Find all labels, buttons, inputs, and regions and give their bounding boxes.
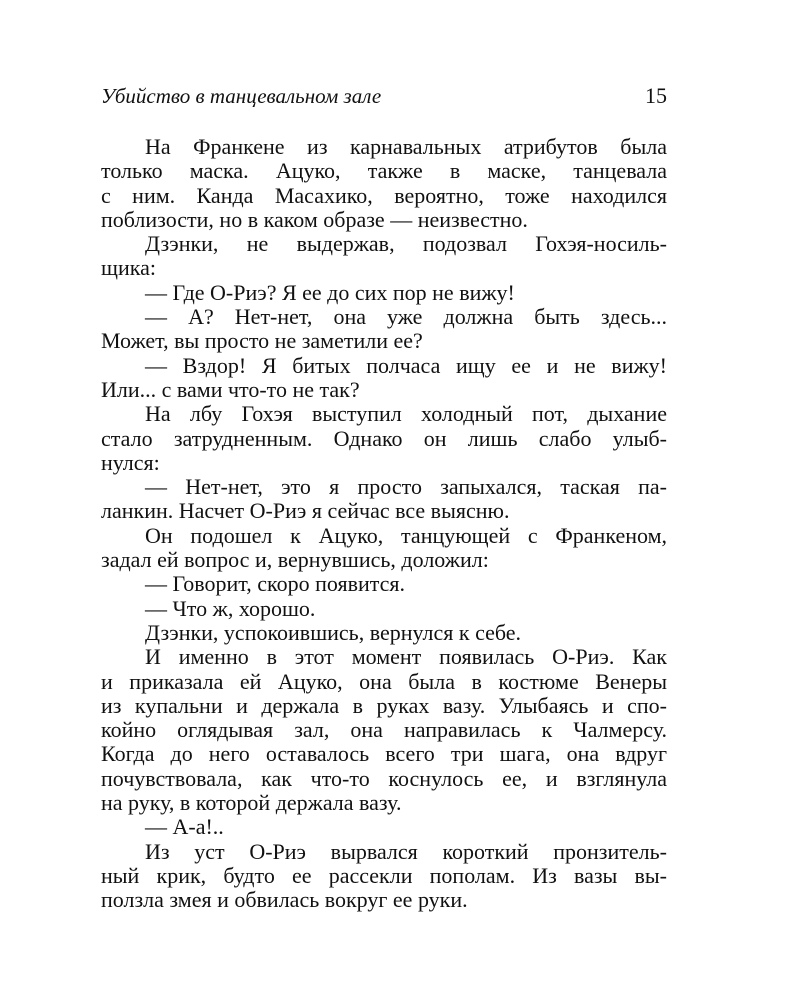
- text-line: и приказала ей Ацуко, она была в костюме Венеры: [101, 668, 667, 694]
- text-line: только маска. Ацуко, также в маске, танцевала: [101, 158, 667, 184]
- text-line: задал ей вопрос и, вернувшись, доложил:: [101, 547, 489, 573]
- text-line: на руку, в которой держала вазу.: [101, 790, 402, 816]
- text-line: Когда до него оставалось всего три шага, она вдруг: [101, 741, 667, 767]
- text-line: Или... с вами что-то не так?: [101, 376, 360, 402]
- text-line: — Нет-нет, это я просто запыхался, таская па-: [145, 474, 667, 500]
- text-line: ланкин. Насчет О-Риэ я сейчас все выясню.: [101, 498, 510, 524]
- running-header: [101, 82, 667, 112]
- text-line: койно оглядывая зал, она направилась к Чалмерсу.: [101, 717, 667, 743]
- text-line: с ним. Канда Масахико, вероятно, тоже находился: [101, 182, 667, 208]
- text-line: Может, вы просто не заметили ее?: [101, 328, 423, 354]
- text-line: На лбу Гохэя выступил холодный пот, дыхание: [145, 401, 667, 427]
- text-line: ный крик, будто ее рассекли пополам. Из вазы вы-: [101, 862, 667, 888]
- text-line: из купальни и держала в руках вазу. Улыбаясь и спо-: [101, 692, 667, 718]
- text-line: — Что ж, хорошо.: [145, 595, 316, 621]
- text-line: ползла змея и обвилась вокруг ее руки.: [101, 887, 468, 913]
- text-line: — Говорит, скоро появится.: [145, 571, 405, 597]
- text-line: поблизости, но в каком образе — неизвестно.: [101, 206, 528, 232]
- text-line: нулся:: [101, 449, 160, 475]
- body-text: [101, 135, 667, 913]
- text-line: стало затрудненным. Однако он лишь слабо улыб-: [101, 425, 667, 451]
- text-line: — А? Нет-нет, она уже должна быть здесь...: [145, 304, 667, 330]
- text-line: — Вздор! Я битых полчаса ищу ее и не вижу!: [145, 352, 667, 378]
- text-line: почувствовала, как что-то коснулось ее, и взглянула: [101, 765, 667, 791]
- text-line: Дзэнки, успокоившись, вернулся к себе.: [145, 619, 522, 645]
- text-line: Дзэнки, не выдержав, подозвал Гохэя-носиль-: [145, 231, 667, 257]
- page-number: 15: [645, 83, 667, 108]
- text-line: щика:: [101, 255, 156, 281]
- text-line: Он подошел к Ацуко, танцующей с Франкеном,: [145, 522, 667, 548]
- text-line: — Где О-Риэ? Я ее до сих пор не вижу!: [145, 279, 515, 305]
- running-title: Убийство в танцевальном зале: [101, 84, 382, 108]
- text-line: И именно в этот момент появилась О-Риэ. Как: [145, 644, 667, 670]
- text-line: На Франкене из карнавальных атрибутов была: [145, 134, 667, 159]
- text-line: Из уст О-Риэ вырвался короткий пронзитель-: [145, 838, 667, 864]
- text-line: — А-а!..: [145, 814, 224, 840]
